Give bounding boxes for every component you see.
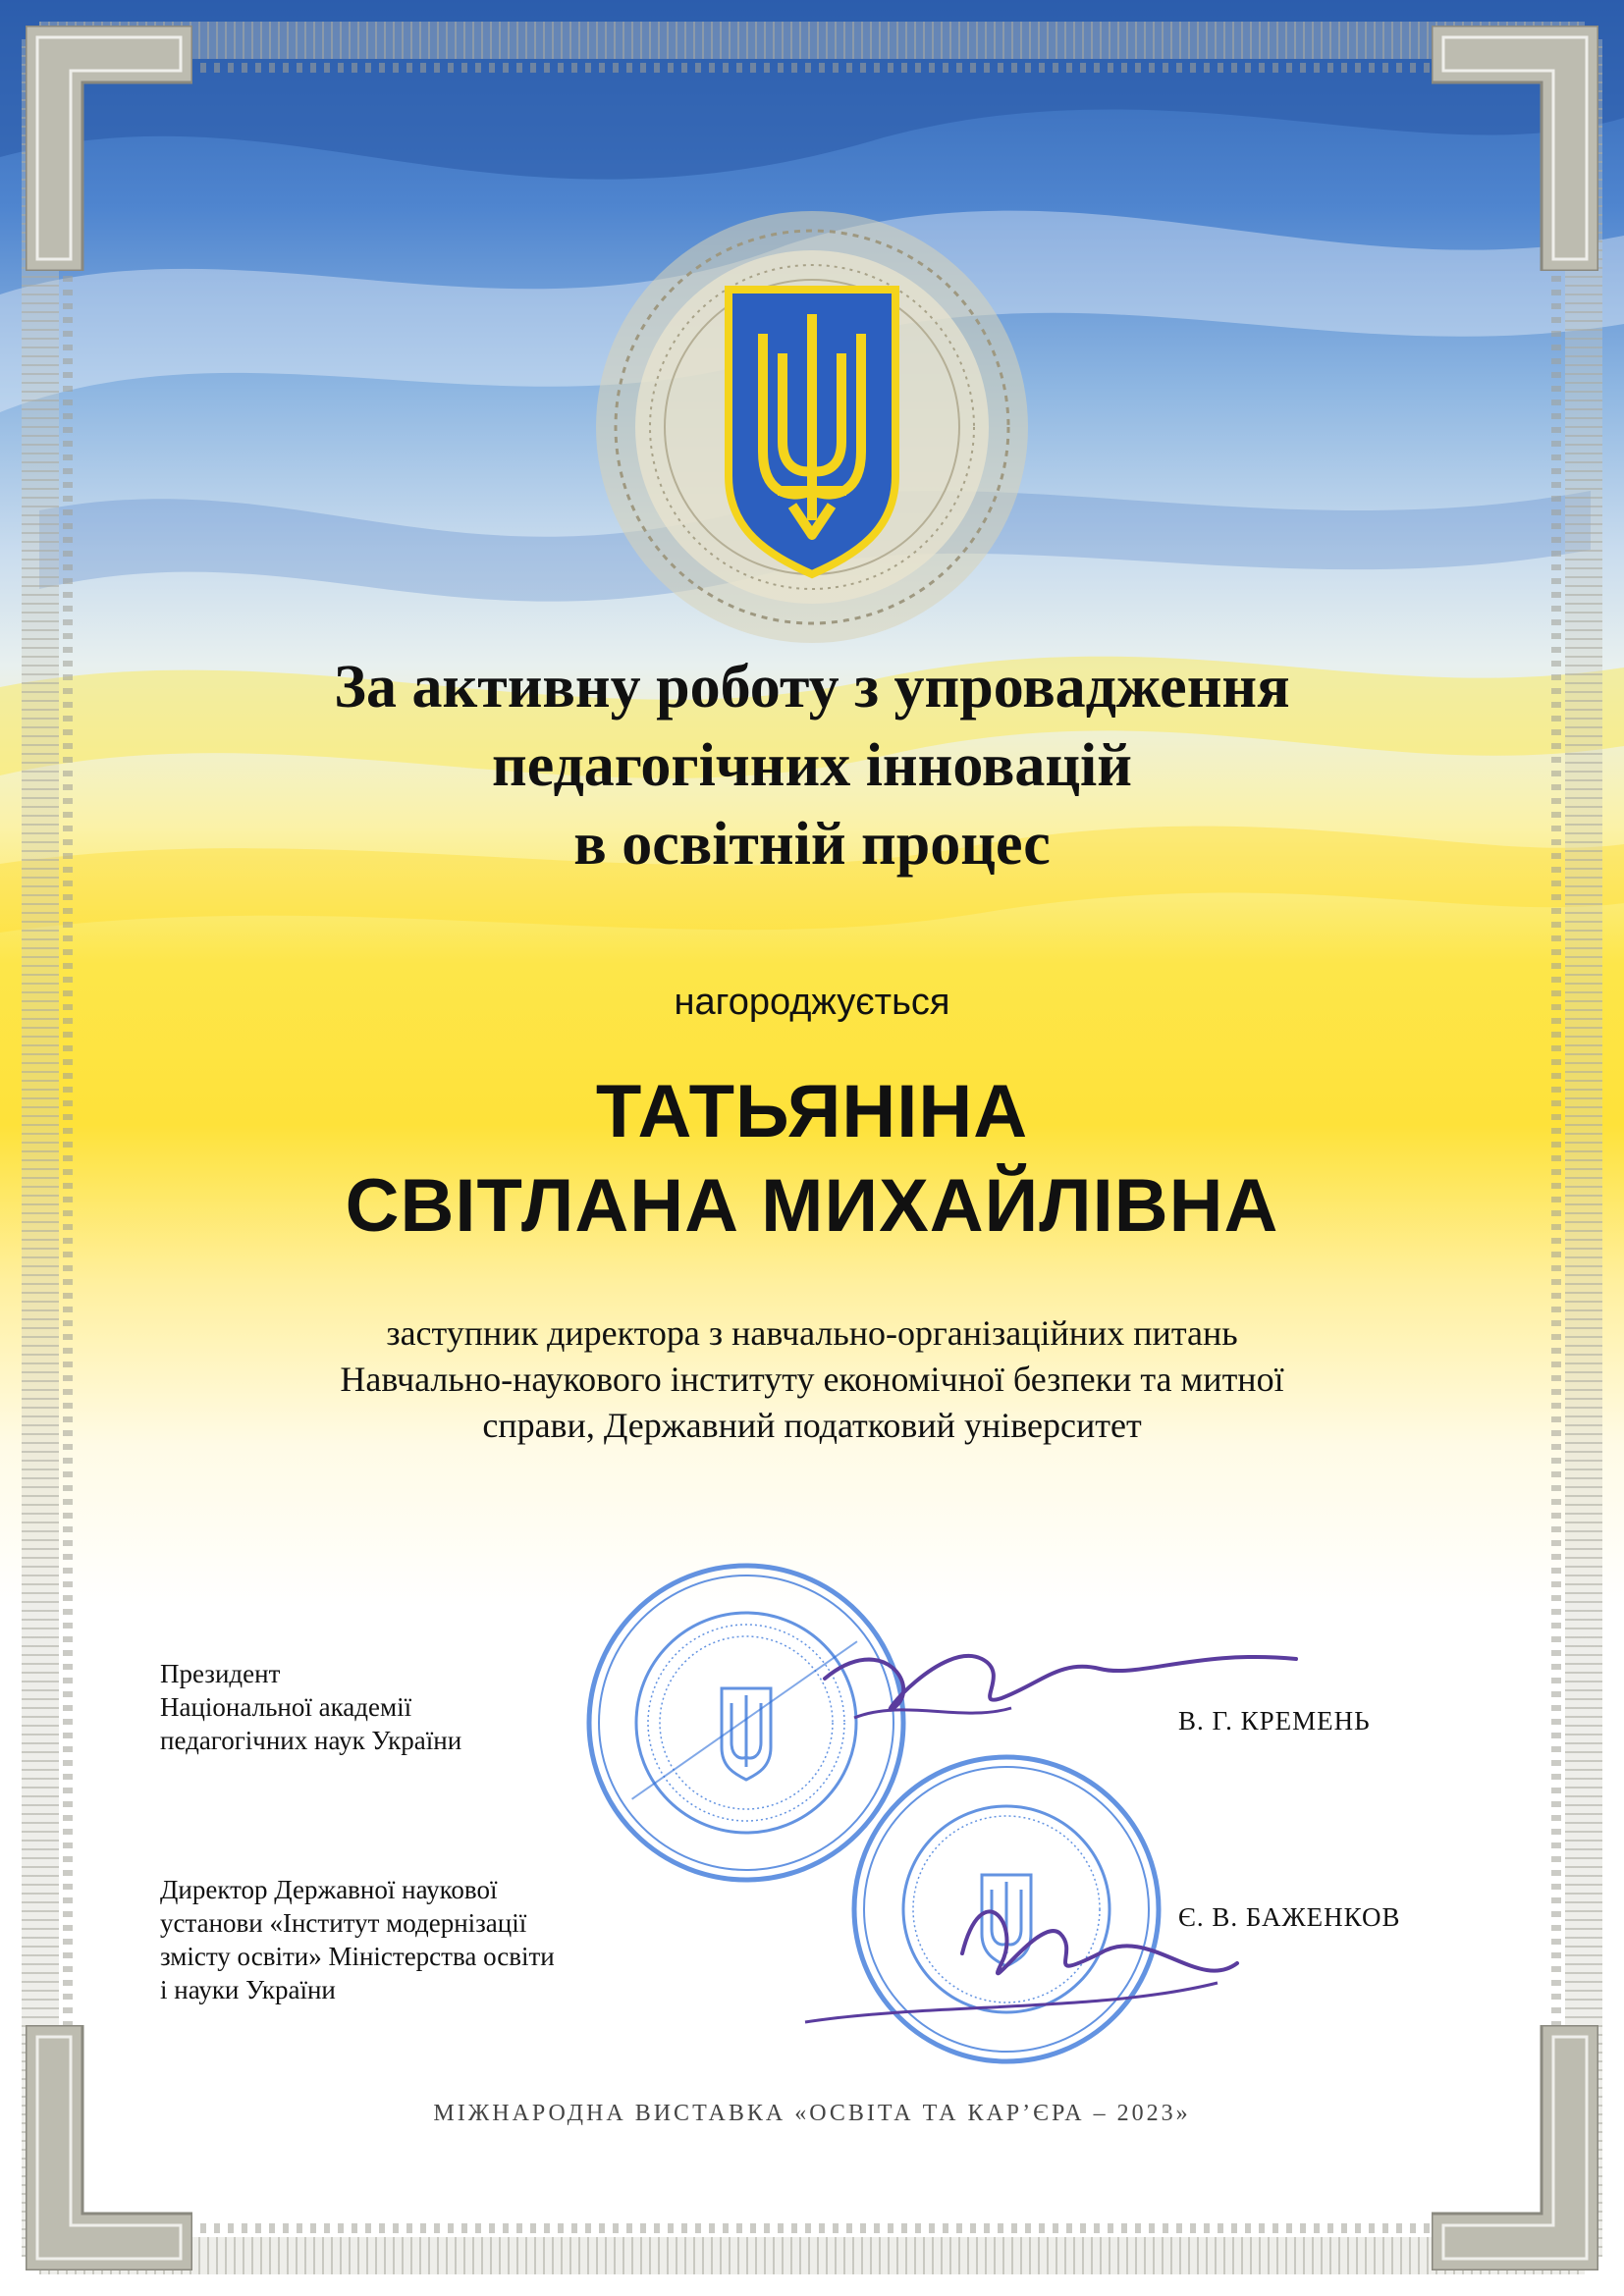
recipient-position [137, 1310, 1487, 1449]
exhibition-footer: МІЖНАРОДНА ВИСТАВКА «ОСВІТА ТА КАР’ЄРА – 2023» [433, 2101, 1191, 2126]
corner-ornament-top-right [1432, 26, 1598, 271]
recipient-given-names: СВІТЛАНА МИХАЙЛІВНА [345, 1164, 1279, 1248]
position-line: справи, Державний податковий університет [482, 1406, 1142, 1445]
recipient-name [98, 1065, 1526, 1254]
awarded-label: нагороджується [674, 982, 950, 1023]
role-line: і науки України [160, 1975, 336, 2004]
role-line: змісту освіти» Міністерства освіти [160, 1942, 555, 1971]
signature-kremen [825, 1656, 1296, 1710]
corner-ornament-bottom-left [26, 2025, 192, 2270]
handwritten-signatures [687, 1629, 1375, 2071]
recipient-surname: ТАТЬЯНІНА [595, 1070, 1029, 1153]
role-line: установи «Інститут модернізації [160, 1908, 527, 1938]
coat-of-arms-emblem [581, 196, 1043, 658]
role-line: Директор Державної наукової [160, 1875, 498, 1904]
trident-shield-icon [729, 290, 895, 574]
role-line: Президент [160, 1659, 281, 1688]
award-reason-title [128, 648, 1496, 883]
position-line: заступник директора з навчально-організаційних питань [386, 1313, 1238, 1353]
award-reason-line: За активну роботу з упровадження [334, 654, 1290, 721]
award-reason-line: педагогічних інновацій [492, 732, 1132, 799]
signatory-role-president [160, 1657, 461, 1757]
signatory-name-president: В. Г. КРЕМЕНЬ [1178, 1706, 1371, 1735]
corner-ornament-top-left [26, 26, 192, 271]
position-line: Навчально-наукового інституту економічної безпеки та митної [340, 1360, 1284, 1399]
role-line: Національної академії [160, 1692, 412, 1722]
corner-ornament-bottom-right [1432, 2025, 1598, 2270]
role-line: педагогічних наук України [160, 1726, 462, 1755]
signatory-role-director [160, 1873, 555, 2006]
award-reason-line: в освітній процес [573, 811, 1051, 878]
signatory-name-director: Є. В. БАЖЕНКОВ [1178, 1902, 1401, 1932]
